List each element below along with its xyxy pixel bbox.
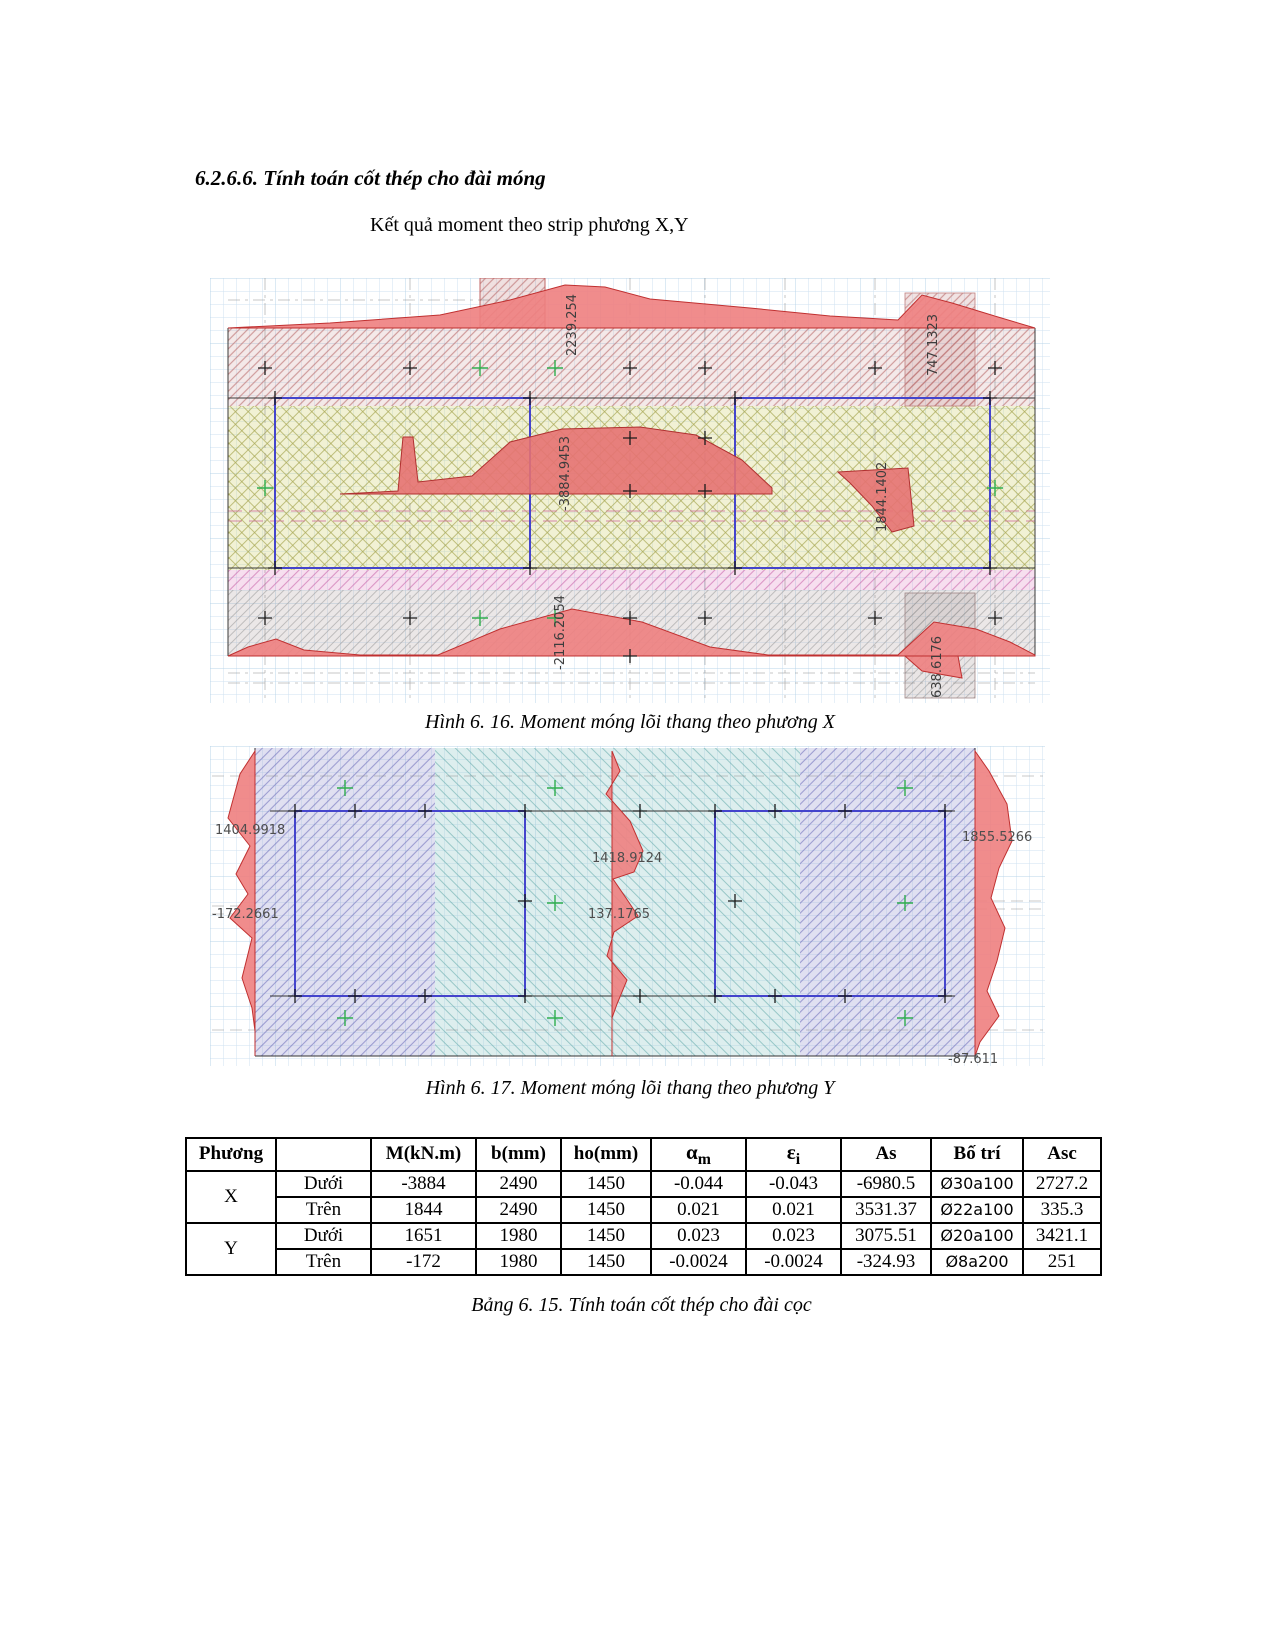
cell-asc: 251	[1023, 1249, 1101, 1275]
section-heading: 6.2.6.6. Tính toán cốt thép cho đài móng	[195, 166, 546, 190]
cell-epsilon: -0.0024	[746, 1249, 841, 1275]
cell-botri: Ø20a100	[931, 1223, 1023, 1249]
header-moment: M(kN.m)	[371, 1138, 476, 1171]
label-moment-left-top: 1404.9918	[215, 823, 286, 838]
figure-moment-x	[210, 278, 1050, 708]
label-moment-bottom-right: 638.6176	[930, 635, 945, 698]
cell-alpha: 0.023	[651, 1223, 746, 1249]
label-moment-right-top: 1855.5266	[962, 830, 1033, 845]
cell-moment: 1651	[371, 1223, 476, 1249]
figure-y-caption: Hình 6. 17. Moment móng lõi thang theo phương Y	[425, 1077, 835, 1099]
label-moment-right-bottom: -87.611	[948, 1052, 999, 1066]
cell-as: -6980.5	[841, 1171, 931, 1197]
cell-epsilon: 0.023	[746, 1223, 841, 1249]
label-moment-mid-negative: -3884.9453	[558, 436, 573, 511]
cell-position: Dưới	[276, 1223, 371, 1249]
table-row	[186, 1249, 1101, 1275]
header-b: b(mm)	[476, 1138, 561, 1171]
cell-position: Dưới	[276, 1171, 371, 1197]
table-row	[186, 1171, 1101, 1197]
figure-moment-y	[210, 746, 1045, 1071]
cell-asc: 2727.2	[1023, 1171, 1101, 1197]
table-row	[186, 1223, 1101, 1249]
cell-position: Trên	[276, 1249, 371, 1275]
figure-x-diagram	[210, 278, 1050, 703]
cell-botri: Ø30a100	[931, 1171, 1023, 1197]
cell-asc: 3421.1	[1023, 1223, 1101, 1249]
cell-as: 3075.51	[841, 1223, 931, 1249]
cell-ho: 1450	[561, 1249, 651, 1275]
alpha-subscript: m	[697, 1150, 711, 1168]
header-alpha-m	[651, 1138, 746, 1171]
cell-as: 3531.37	[841, 1197, 931, 1223]
cell-direction-x: X	[186, 1171, 276, 1223]
strip-band-right-purple	[800, 748, 975, 1056]
cell-b: 1980	[476, 1223, 561, 1249]
cell-ho: 1450	[561, 1171, 651, 1197]
cell-alpha: -0.044	[651, 1171, 746, 1197]
table-caption: Bảng 6. 15. Tính toán cốt thép cho đài cọc	[471, 1294, 812, 1316]
cell-epsilon: 0.021	[746, 1197, 841, 1223]
cell-ho: 1450	[561, 1197, 651, 1223]
cell-b: 1980	[476, 1249, 561, 1275]
cell-b: 2490	[476, 1171, 561, 1197]
header-position	[276, 1138, 371, 1171]
strip-band-magenta	[228, 570, 1035, 590]
table-header-row	[186, 1138, 1101, 1171]
cell-botri: Ø8a200	[931, 1249, 1023, 1275]
header-as: As	[841, 1138, 931, 1171]
label-moment-top-peak: 2239.254	[565, 293, 580, 356]
cell-alpha: 0.021	[651, 1197, 746, 1223]
header-botri: Bố trí	[931, 1138, 1023, 1171]
label-moment-center-mid: 137.1765	[588, 907, 651, 922]
header-phuong: Phương	[186, 1138, 276, 1171]
cell-epsilon: -0.043	[746, 1171, 841, 1197]
cell-as: -324.93	[841, 1249, 931, 1275]
alpha-symbol: α	[686, 1140, 698, 1164]
cell-b: 2490	[476, 1197, 561, 1223]
cell-asc: 335.3	[1023, 1197, 1101, 1223]
figure-y-diagram	[210, 746, 1045, 1066]
header-epsilon-i	[746, 1138, 841, 1171]
label-moment-mid-positive: 1844.1402	[875, 461, 890, 532]
cell-moment: 1844	[371, 1197, 476, 1223]
label-moment-left-mid: -172.2661	[212, 907, 279, 922]
section-subtitle: Kết quả moment theo strip phương X,Y	[370, 214, 689, 236]
epsilon-subscript: i	[795, 1150, 801, 1168]
table-row	[186, 1197, 1101, 1223]
cell-position: Trên	[276, 1197, 371, 1223]
figure-x-caption: Hình 6. 16. Moment móng lõi thang theo phương X	[425, 711, 835, 733]
header-ho: ho(mm)	[561, 1138, 651, 1171]
cell-moment: -172	[371, 1249, 476, 1275]
cell-alpha: -0.0024	[651, 1249, 746, 1275]
header-asc: Asc	[1023, 1138, 1101, 1171]
cell-direction-y: Y	[186, 1223, 276, 1275]
rebar-calculation-table	[185, 1137, 1102, 1276]
cell-moment: -3884	[371, 1171, 476, 1197]
epsilon-symbol: ε	[786, 1140, 796, 1164]
cell-botri: Ø22a100	[931, 1197, 1023, 1223]
label-moment-top-right: 747.1323	[926, 313, 941, 376]
cell-ho: 1450	[561, 1223, 651, 1249]
label-moment-bottom-negative: -2116.2054	[553, 595, 568, 670]
label-moment-center-top: 1418.9124	[592, 851, 663, 866]
